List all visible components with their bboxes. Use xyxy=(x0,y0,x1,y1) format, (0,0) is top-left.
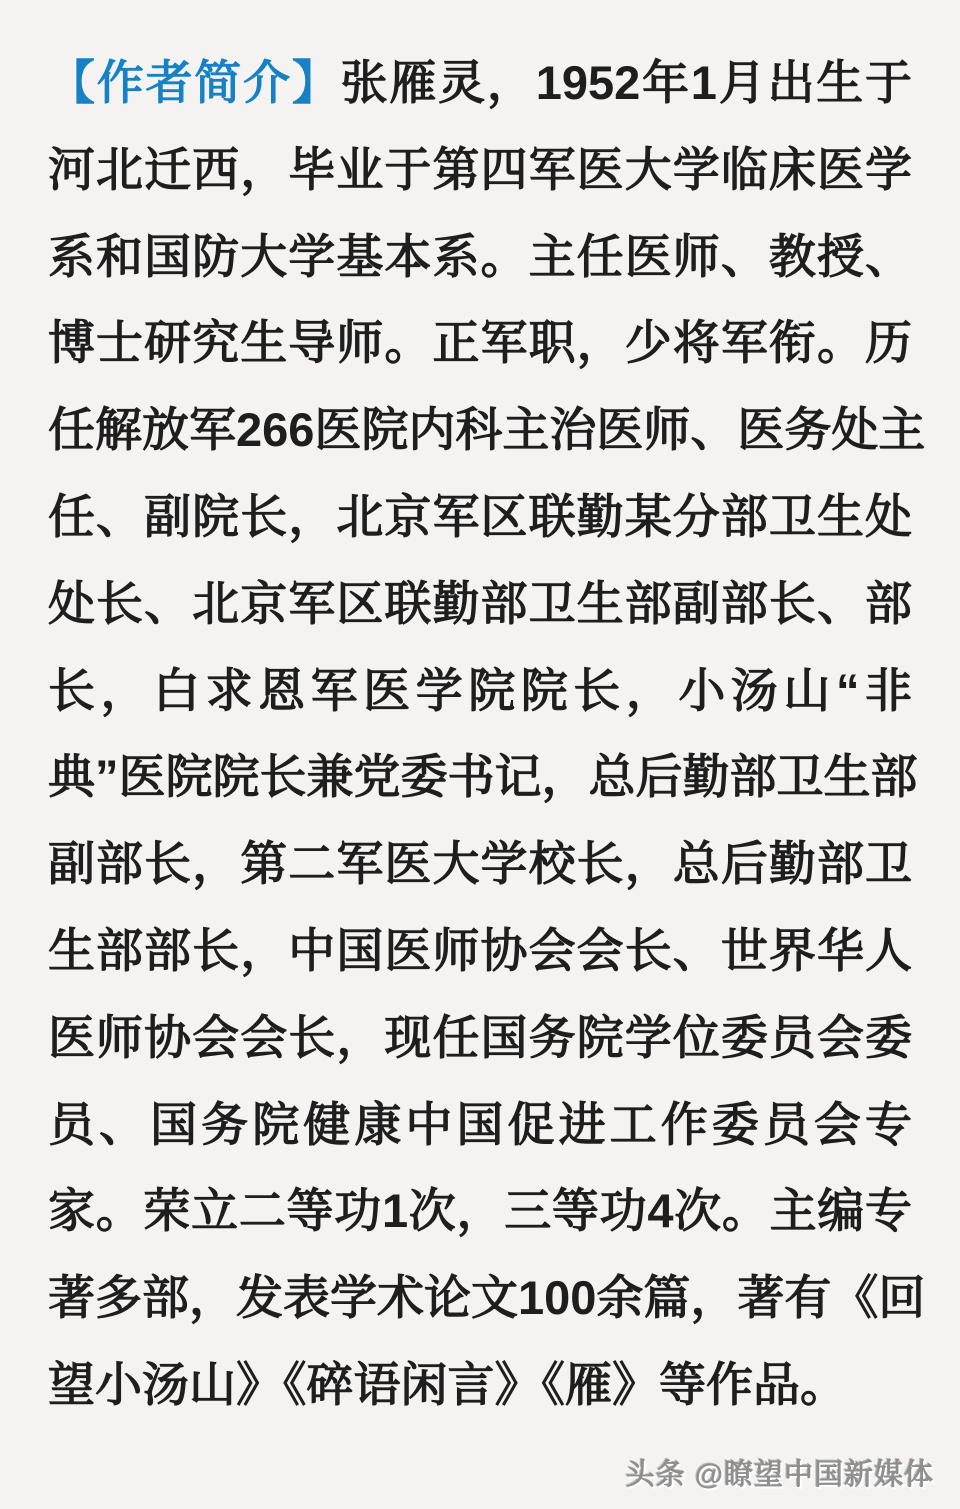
text-line: 家。荣立二等功1次，三等功4次。主编专 xyxy=(48,1184,912,1238)
text-line: 医师协会会长，现任国务院学位委员会委 xyxy=(48,1010,912,1064)
text-line: 任解放军266医院内科主治医师、医务处主 xyxy=(48,403,926,457)
article-body xyxy=(48,40,926,1429)
author-intro-label: 【作者简介】 xyxy=(48,56,341,109)
text-line: 望小汤山》《碎语闲言》《雁》等作品。 xyxy=(48,1357,847,1411)
text-line: 长，白求恩军医学院院长，小汤山“非 xyxy=(48,663,912,717)
text-line xyxy=(48,40,912,127)
text-line: 博士研究生导师。正军职，少将军衔。历 xyxy=(48,316,912,370)
text-line: 典”医院院长兼党委书记，总后勤部卫生部 xyxy=(48,750,918,804)
text-line: 处长、北京军区联勤部卫生部副部长、部 xyxy=(48,576,912,630)
text-line: 生部部长，中国医师协会会长、世界华人 xyxy=(48,923,912,977)
text-line: 系和国防大学基本系。主任医师、教授、 xyxy=(48,229,912,283)
text-line: 著多部，发表学术论文100余篇，著有《回 xyxy=(48,1271,926,1325)
text-line: 河北迁西，毕业于第四军医大学临床医学 xyxy=(48,142,912,196)
toutiao-watermark xyxy=(626,1452,934,1493)
text-line: 副部长，第二军医大学校长，总后勤部卫 xyxy=(48,837,912,891)
text-line-content: 张雁灵，1952年1月出生于 xyxy=(340,56,913,109)
watermark-text: 头条 @瞭望中国新媒体 xyxy=(625,1459,934,1491)
text-line: 员、国务院健康中国促进工作委员会专 xyxy=(48,1097,912,1151)
text-line: 任、副院长，北京军区联勤某分部卫生处 xyxy=(48,489,912,543)
